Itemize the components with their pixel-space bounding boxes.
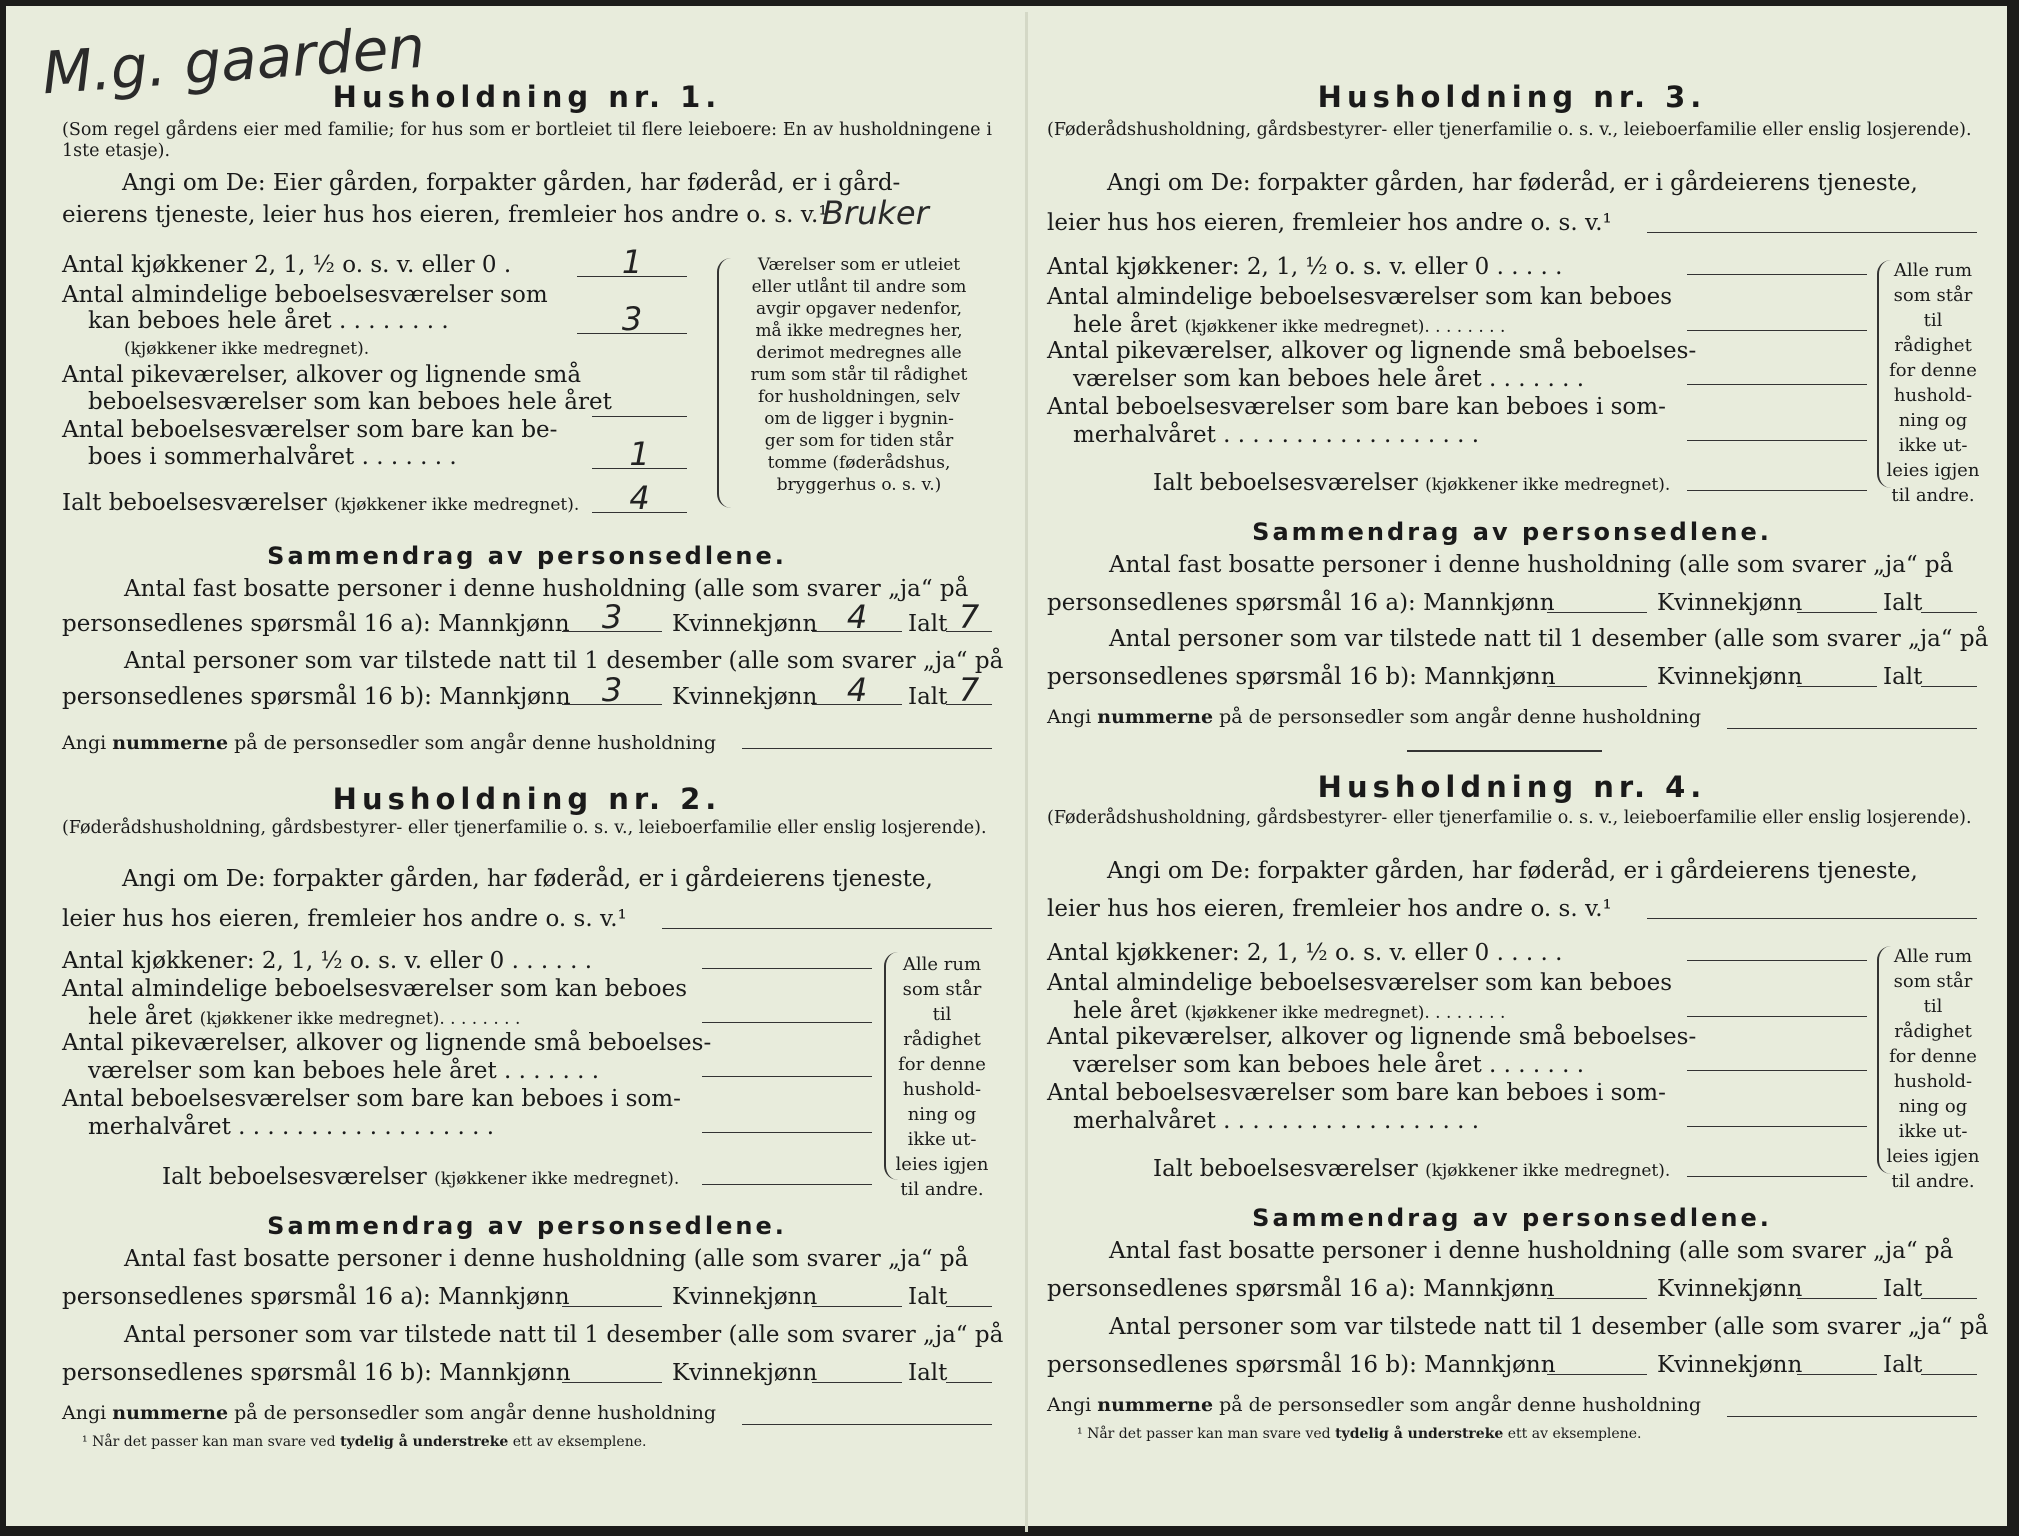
- handwritten-header: M.g. gaarden: [40, 12, 428, 108]
- h1-side-note-line: for husholdningen, selv: [757, 387, 961, 407]
- h4-nr-b: nummerne: [1097, 1394, 1214, 1416]
- h2-s4-male[interactable]: [562, 1360, 662, 1383]
- h1-side-note-line: om de ligger i bygnin-: [764, 409, 954, 429]
- h4-summary-title: Sammendrag av personsedlene.: [1252, 1204, 1772, 1232]
- h3-s2-female[interactable]: [1797, 590, 1877, 613]
- h1-kitchens-label: Antal kjøkkener 2, 1, ½ o. s. v. eller 0 .: [62, 252, 512, 278]
- household-4-angi-line-1: Angi om De: forpakter gården, har føderåd, er i gårdeierens tjeneste,: [1107, 858, 1918, 884]
- h1-total-label-small: (kjøkkener ikke medregnet).: [334, 495, 580, 515]
- h3-s4-kvinne: Kvinnekjønn: [1657, 664, 1803, 690]
- h3-s4-male[interactable]: [1547, 664, 1647, 687]
- h2-side-line: hushold-: [902, 1079, 982, 1100]
- h3-summary-line-2: personsedlenes spørsmål 16 a): Mannkjønn: [1047, 590, 1555, 616]
- h1-maidrooms-label-b: beboelsesværelser som kan beboes hele året: [88, 389, 612, 415]
- h4-maidrooms-answer[interactable]: [1687, 1048, 1867, 1071]
- h4-rooms-answer[interactable]: [1687, 994, 1867, 1017]
- h1-s2-male[interactable]: 3: [562, 601, 662, 632]
- h3-side-line: ning og: [1898, 410, 1968, 431]
- h4-maidrooms-label-a: Antal pikeværelser, alkover og lignende små beboelses-: [1047, 1024, 1697, 1050]
- h1-s4-kvinne: Kvinnekjønn: [672, 684, 818, 710]
- h2-total-small: (kjøkkener ikke medregnet).: [434, 1169, 680, 1189]
- h3-side-line: hushold-: [1893, 385, 1973, 406]
- h3-total-main: Ialt beboelsesværelser: [1153, 470, 1418, 496]
- h2-rooms-b: hele året: [88, 1004, 193, 1030]
- h4-summary-line-3: Antal personer som var tilstede natt til 1 desember (alle som svarer „ja“ på: [1109, 1314, 1989, 1340]
- household-1-title: Husholdning nr. 1.: [332, 80, 722, 114]
- h4-side-note: [1883, 944, 1983, 1194]
- h3-kitchens-answer[interactable]: [1687, 252, 1867, 275]
- h2-numbers-field[interactable]: [742, 1402, 992, 1425]
- h1-numbers-line: [62, 732, 716, 754]
- h4-side-line: leies igjen: [1886, 1146, 1980, 1167]
- household-3-title: Husholdning nr. 3.: [1317, 80, 1707, 114]
- h3-numbers-field[interactable]: [1727, 706, 1977, 729]
- h1-side-note-line: tomme (føderådshus,: [767, 453, 951, 473]
- h2-summary-line-4: personsedlenes spørsmål 16 b): Mannkjønn: [62, 1360, 571, 1386]
- h2-s4-ialt: Ialt: [908, 1360, 948, 1386]
- h3-summary-line-1: Antal fast bosatte personer i denne husholdning (alle som svarer „ja“ på: [1109, 552, 1954, 578]
- h3-s4-total[interactable]: [1921, 664, 1977, 687]
- h3-side-note: [1883, 258, 1983, 508]
- h3-kitchens-label: Antal kjøkkener: 2, 1, ½ o. s. v. eller 0 . . . . .: [1047, 254, 1563, 280]
- h2-maidrooms-label-a: Antal pikeværelser, alkover og lignende små beboelses-: [62, 1030, 712, 1056]
- h2-total-answer[interactable]: [702, 1162, 872, 1185]
- h3-side-line: rådighet: [1894, 335, 1972, 356]
- h1-side-note-line: eller utlånt til andre som: [751, 277, 967, 297]
- h2-s4-female[interactable]: [812, 1360, 902, 1383]
- h1-summary-line-3: Antal personer som var tilstede natt til 1 desember (alle som svarer „ja“ på: [124, 648, 1004, 674]
- h2-side-line: som står til: [902, 979, 982, 1025]
- h2-summary-line-3: Antal personer som var tilstede natt til 1 desember (alle som svarer „ja“ på: [124, 1322, 1004, 1348]
- h4-side-line: hushold-: [1893, 1071, 1973, 1092]
- household-1-angi-line-2: eierens tjeneste, leier hus hos eieren, fremleier hos andre o. s. v.¹: [62, 202, 828, 228]
- h1-kitchens-answer[interactable]: 1: [577, 246, 687, 277]
- h4-s4-ialt: Ialt: [1883, 1352, 1923, 1378]
- h1-s2-female[interactable]: 4: [812, 601, 902, 632]
- h3-rooms-label-b: [1073, 312, 1505, 338]
- h3-total-small: (kjøkkener ikke medregnet).: [1425, 475, 1671, 495]
- h3-total-label: [1153, 470, 1670, 496]
- h4-total-answer[interactable]: [1687, 1154, 1867, 1177]
- h2-s2-male[interactable]: [562, 1284, 662, 1307]
- h1-side-note: [734, 254, 984, 496]
- h4-s2-male[interactable]: [1547, 1276, 1647, 1299]
- h2-side-line: ning og: [907, 1104, 977, 1125]
- h4-side-line: som står til: [1893, 971, 1973, 1017]
- h2-side-line: til andre.: [900, 1179, 984, 1200]
- h3-side-line: for denne: [1889, 360, 1977, 381]
- h1-side-note-line: derimot medregnes alle: [756, 343, 962, 363]
- h2-nr-b: nummerne: [112, 1402, 229, 1424]
- h1-summer-label-a: Antal beboelsesværelser som bare kan be-: [62, 417, 558, 443]
- h3-total-answer[interactable]: [1687, 468, 1867, 491]
- h2-s2-female[interactable]: [812, 1284, 902, 1307]
- h2-maidrooms-answer[interactable]: [702, 1054, 872, 1077]
- h3-summary-title: Sammendrag av personsedlene.: [1252, 518, 1772, 546]
- h1-s4-label: personsedlenes spørsmål 16 b): Mannkjønn: [62, 684, 571, 710]
- h3-summer-label-a: Antal beboelsesværelser som bare kan beboes i som-: [1047, 394, 1666, 420]
- h1-total-answer[interactable]: 4: [592, 482, 687, 513]
- h3-summary-line-4: personsedlenes spørsmål 16 b): Mannkjønn: [1047, 664, 1556, 690]
- h4-summary-line-2: personsedlenes spørsmål 16 a): Mannkjønn: [1047, 1276, 1555, 1302]
- h1-rooms-label-c: (kjøkkener ikke medregnet).: [124, 339, 370, 359]
- h1-side-note-line: rum som står til rådighet: [750, 365, 968, 385]
- left-footnote-c: ett av eksemplene.: [508, 1434, 647, 1450]
- h3-summary-line-3: Antal personer som var tilstede natt til 1 desember (alle som svarer „ja“ på: [1109, 626, 1989, 652]
- h3-angi-field[interactable]: [1647, 208, 1977, 233]
- h2-rooms-label-b: [88, 1004, 520, 1030]
- h3-side-line: Alle rum: [1893, 260, 1973, 281]
- h2-total-main: Ialt beboelsesværelser: [162, 1164, 427, 1190]
- h2-side-line: rådighet: [903, 1029, 981, 1050]
- h1-side-note-line: bryggerhus o. s. v.): [776, 475, 942, 495]
- household-2-angi-line-2: leier hus hos eieren, fremleier hos andre o. s. v.¹: [62, 906, 627, 932]
- h4-rooms-label-a: Antal almindelige beboelsesværelser som kan beboes: [1047, 970, 1673, 996]
- h1-s2-total[interactable]: 7: [946, 601, 992, 632]
- h1-s4-total[interactable]: 7: [946, 674, 992, 705]
- h4-summary-line-4: personsedlenes spørsmål 16 b): Mannkjønn: [1047, 1352, 1556, 1378]
- h3-s2-kvinne: Kvinnekjønn: [1657, 590, 1803, 616]
- h1-s2-kvinne: Kvinnekjønn: [672, 611, 818, 637]
- h3-nr-c: på de personsedler som angår denne husholdning: [1213, 706, 1702, 728]
- h3-s2-total[interactable]: [1921, 590, 1977, 613]
- h4-rooms-label-b: [1073, 998, 1505, 1024]
- h3-rooms-b: hele året: [1073, 312, 1178, 338]
- household-3-angi-line-2: leier hus hos eieren, fremleier hos andre o. s. v.¹: [1047, 210, 1612, 236]
- h1-side-note-line: må ikke medregnes her,: [755, 321, 963, 341]
- left-footnote-a: ¹ Når det passer kan man svare ved: [82, 1434, 341, 1450]
- h1-numbers-field[interactable]: [742, 724, 992, 749]
- household-3-note: (Føderådshusholdning, gårdsbestyrer- eller tjenerfamilie o. s. v., leieboerfamilie eller enslig losjerende).: [1047, 120, 1972, 140]
- h1-s2-ialt: Ialt: [908, 611, 948, 637]
- household-4-angi-line-2: leier hus hos eieren, fremleier hos andre o. s. v.¹: [1047, 896, 1612, 922]
- h1-side-brace: [717, 258, 733, 508]
- h2-angi-field[interactable]: [662, 904, 992, 929]
- h2-summer-label-b: merhalvåret . . . . . . . . . . . . . . . . . .: [88, 1114, 495, 1140]
- h2-maidrooms-label-b: værelser som kan beboes hele året . . . . . . .: [88, 1058, 600, 1084]
- h4-maidrooms-label-b: værelser som kan beboes hele året . . . . . . .: [1073, 1052, 1585, 1078]
- h4-kitchens-answer[interactable]: [1687, 938, 1867, 961]
- h4-s4-kvinne: Kvinnekjønn: [1657, 1352, 1803, 1378]
- h2-side-line: for denne: [898, 1054, 986, 1075]
- h2-s2-total[interactable]: [946, 1284, 992, 1307]
- household-1-note: (Som regel gårdens eier med familie; for hus som er bortleiet til flere leieboere: En av husholdningene i 1ste etasje).: [62, 120, 992, 161]
- h3-s4-female[interactable]: [1797, 664, 1877, 687]
- h3-nr-a: Angi: [1047, 706, 1098, 728]
- h4-s2-total[interactable]: [1921, 1276, 1977, 1299]
- h1-rooms-label-a: Antal almindelige beboelsesværelser som: [62, 282, 548, 308]
- h2-kitchens-label: Antal kjøkkener: 2, 1, ½ o. s. v. eller 0 . . . . . .: [62, 948, 593, 974]
- household-2-angi-line-1: Angi om De: forpakter gården, har føderåd, er i gårdeierens tjeneste,: [122, 866, 933, 892]
- h3-maidrooms-label-b: værelser som kan beboes hele året . . . . . . .: [1073, 366, 1585, 392]
- h4-side-line: Alle rum: [1893, 946, 1973, 967]
- h2-summer-label-a: Antal beboelsesværelser som bare kan beboes i som-: [62, 1086, 681, 1112]
- h1-total-label: [62, 490, 579, 516]
- household-3-angi-line-1: Angi om De: forpakter gården, har føderåd, er i gårdeierens tjeneste,: [1107, 170, 1918, 196]
- h1-summer-label-b: boes i sommerhalvåret . . . . . . .: [88, 444, 457, 470]
- h2-side-line: Alle rum: [902, 954, 982, 975]
- h2-total-label: [162, 1164, 679, 1190]
- h4-s4-male[interactable]: [1547, 1352, 1647, 1375]
- h3-side-line: leies igjen: [1886, 460, 1980, 481]
- h1-nr-b: nummerne: [112, 732, 229, 754]
- h2-rooms-c: (kjøkkener ikke medregnet). . . . . . . .: [199, 1009, 521, 1029]
- h3-s4-ialt: Ialt: [1883, 664, 1923, 690]
- h2-kitchens-answer[interactable]: [702, 946, 872, 969]
- household-4-note: (Føderådshusholdning, gårdsbestyrer- eller tjenerfamilie o. s. v., leieboerfamilie eller enslig losjerende).: [1047, 808, 1972, 828]
- h4-s2-female[interactable]: [1797, 1276, 1877, 1299]
- h1-maidrooms-answer[interactable]: [592, 386, 687, 417]
- h3-nr-b: nummerne: [1097, 706, 1214, 728]
- h4-side-line: rådighet: [1894, 1021, 1972, 1042]
- h1-nr-a: Angi: [62, 732, 113, 754]
- h1-maidrooms-label-a: Antal pikeværelser, alkover og lignende små: [62, 362, 582, 388]
- h3-rooms-c: (kjøkkener ikke medregnet). . . . . . . .: [1184, 317, 1506, 337]
- h2-nr-c: på de personsedler som angår denne husholdning: [228, 1402, 717, 1424]
- right-footnote: [1077, 1426, 1641, 1442]
- h1-total-label-main: Ialt beboelsesværelser: [62, 490, 327, 516]
- census-sheet: [6, 6, 2007, 1526]
- h4-rooms-c: (kjøkkener ikke medregnet). . . . . . . .: [1184, 1003, 1506, 1023]
- household-1-angi-answer[interactable]: Bruker: [822, 194, 929, 232]
- h4-numbers-field[interactable]: [1727, 1394, 1977, 1417]
- h3-maidrooms-answer[interactable]: [1687, 362, 1867, 385]
- h4-s4-female[interactable]: [1797, 1352, 1877, 1375]
- h1-s4-ialt: Ialt: [908, 684, 948, 710]
- h3-summer-answer[interactable]: [1687, 418, 1867, 441]
- h1-side-note-line: Værelser som er utleiet: [757, 255, 961, 275]
- h3-s2-male[interactable]: [1547, 590, 1647, 613]
- h4-s2-ialt: Ialt: [1883, 1276, 1923, 1302]
- h4-angi-field[interactable]: [1647, 894, 1977, 919]
- h1-rooms-label-b: kan beboes hele året . . . . . . . .: [88, 308, 449, 334]
- household-4-title: Husholdning nr. 4.: [1317, 770, 1707, 804]
- right-footnote-a: ¹ Når det passer kan man svare ved: [1077, 1426, 1336, 1442]
- h2-s4-kvinne: Kvinnekjønn: [672, 1360, 818, 1386]
- h2-s2-ialt: Ialt: [908, 1284, 948, 1310]
- h2-summary-title: Sammendrag av personsedlene.: [267, 1212, 787, 1240]
- h2-s2-kvinne: Kvinnekjønn: [672, 1284, 818, 1310]
- h3-rooms-answer[interactable]: [1687, 308, 1867, 331]
- h4-kitchens-label: Antal kjøkkener: 2, 1, ½ o. s. v. eller 0 . . . . .: [1047, 940, 1563, 966]
- household-1-angi-line-1: Angi om De: Eier gården, forpakter gården, har føderåd, er i gård-: [122, 170, 901, 196]
- h4-summary-line-1: Antal fast bosatte personer i denne husholdning (alle som svarer „ja“ på: [1109, 1238, 1954, 1264]
- h4-rooms-b: hele året: [1073, 998, 1178, 1024]
- h4-side-line: til andre.: [1891, 1171, 1975, 1192]
- h2-numbers-line: [62, 1402, 716, 1424]
- household-2-note: (Føderådshusholdning, gårdsbestyrer- eller tjenerfamilie o. s. v., leieboerfamilie eller enslig losjerende).: [62, 818, 987, 838]
- right-footnote-b: tydelig å understreke: [1335, 1426, 1504, 1442]
- h2-summary-line-2: personsedlenes spørsmål 16 a): Mannkjønn: [62, 1284, 570, 1310]
- h4-total-main: Ialt beboelsesværelser: [1153, 1156, 1418, 1182]
- h1-side-note-line: avgir opgaver nedenfor,: [755, 299, 962, 319]
- h3-summer-label-b: merhalvåret . . . . . . . . . . . . . . . . . .: [1073, 422, 1480, 448]
- h2-side-line: leies igjen: [895, 1154, 989, 1175]
- left-footnote: [82, 1434, 646, 1450]
- h1-side-note-line: ger som for tiden står: [764, 431, 954, 451]
- h2-side-line: ikke ut-: [907, 1129, 977, 1150]
- h4-summer-answer[interactable]: [1687, 1104, 1867, 1127]
- h3-numbers-line: [1047, 706, 1701, 728]
- h4-side-line: for denne: [1889, 1046, 1977, 1067]
- h4-s2-kvinne: Kvinnekjønn: [1657, 1276, 1803, 1302]
- h4-total-small: (kjøkkener ikke medregnet).: [1425, 1161, 1671, 1181]
- h4-summer-label-a: Antal beboelsesværelser som bare kan beboes i som-: [1047, 1080, 1666, 1106]
- left-page: [40, 6, 1004, 1506]
- h3-rooms-label-a: Antal almindelige beboelsesværelser som kan beboes: [1047, 284, 1673, 310]
- h4-nr-a: Angi: [1047, 1394, 1098, 1416]
- right-page: [1047, 6, 1989, 1506]
- h1-summer-answer[interactable]: 1: [592, 438, 687, 469]
- h2-nr-a: Angi: [62, 1402, 113, 1424]
- h4-s4-total[interactable]: [1921, 1352, 1977, 1375]
- h2-summer-answer[interactable]: [702, 1110, 872, 1133]
- h4-total-label: [1153, 1156, 1670, 1182]
- h1-summary-title: Sammendrag av personsedlene.: [267, 542, 787, 570]
- h4-side-line: ikke ut-: [1898, 1121, 1968, 1142]
- h1-nr-c: på de personsedler som angår denne husholdning: [228, 732, 717, 754]
- h2-rooms-answer[interactable]: [702, 1000, 872, 1023]
- h3-s2-ialt: Ialt: [1883, 590, 1923, 616]
- household-2-title: Husholdning nr. 2.: [332, 782, 722, 816]
- h2-summary-line-1: Antal fast bosatte personer i denne husholdning (alle som svarer „ja“ på: [124, 1246, 969, 1272]
- h3-side-line: til andre.: [1891, 485, 1975, 506]
- h4-numbers-line: [1047, 1394, 1701, 1416]
- h2-side-note: [892, 952, 992, 1202]
- h3-maidrooms-label-a: Antal pikeværelser, alkover og lignende små beboelses-: [1047, 338, 1697, 364]
- right-footnote-c: ett av eksemplene.: [1503, 1426, 1642, 1442]
- h1-s2-label: personsedlenes spørsmål 16 a): Mannkjønn: [62, 611, 570, 637]
- household-divider: [1407, 750, 1602, 752]
- h4-summer-label-b: merhalvåret . . . . . . . . . . . . . . . . . .: [1073, 1108, 1480, 1134]
- h3-side-line: som står til: [1893, 285, 1973, 331]
- h1-s4-male[interactable]: 3: [562, 674, 662, 705]
- left-footnote-b: tydelig å understreke: [340, 1434, 509, 1450]
- h4-nr-c: på de personsedler som angår denne husholdning: [1213, 1394, 1702, 1416]
- h1-rooms-answer[interactable]: 3: [577, 303, 687, 334]
- h3-side-line: ikke ut-: [1898, 435, 1968, 456]
- h1-s4-female[interactable]: 4: [812, 674, 902, 705]
- h1-summary-line-1: Antal fast bosatte personer i denne husholdning (alle som svarer „ja“ på: [124, 576, 969, 602]
- h4-side-line: ning og: [1898, 1096, 1968, 1117]
- h2-s4-total[interactable]: [946, 1360, 992, 1383]
- h2-rooms-label-a: Antal almindelige beboelsesværelser som kan beboes: [62, 976, 688, 1002]
